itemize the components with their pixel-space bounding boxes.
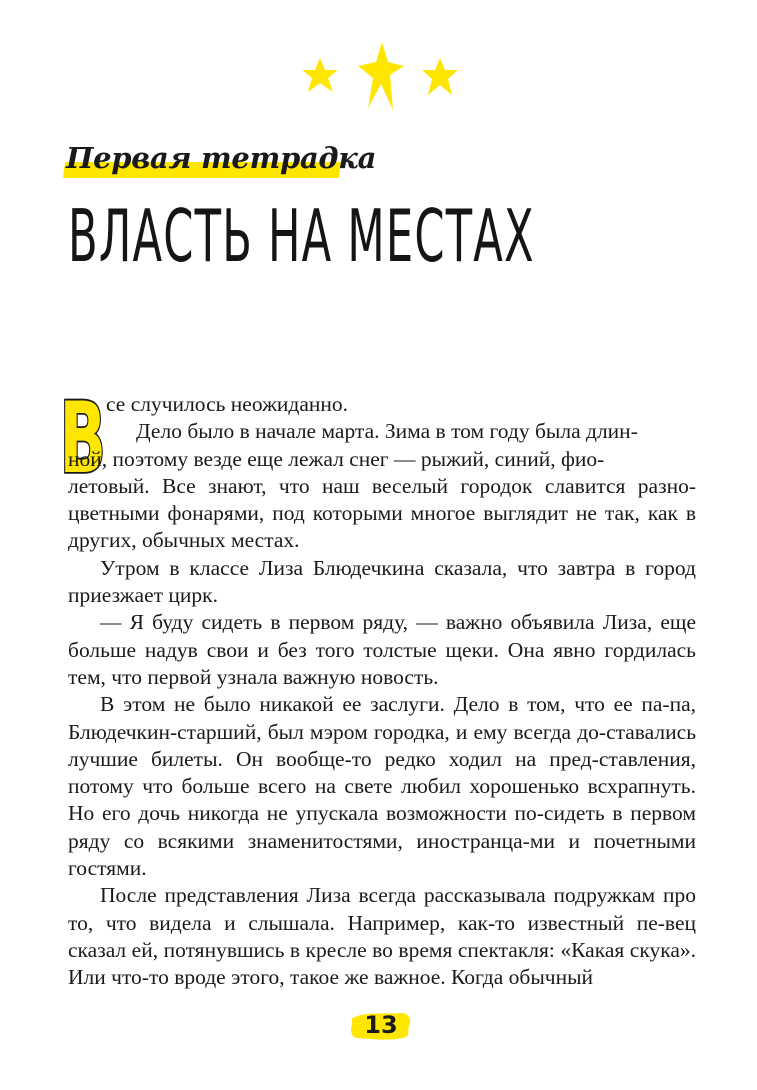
paragraph-line: ной, поэтому везде еще лежал снег — рыжий, синий, фио- — [68, 446, 605, 471]
star-icon — [302, 58, 338, 92]
star-icon — [358, 42, 404, 110]
paragraph: В этом не было никакой ее заслуги. Дело в том, что ее па-па, Блюдечкин-старший, был мэром городка, и ему всегда до-ставались лучшие билеты. Он вообще-то редко ходил на пред-ставления, потому что больше всего на свете любил хорошенько всхрапнуть. Но его дочь никогда не упускала возможности по-сидеть в первом ряду со всякими знаменитостями, иностранца-ми и почетными гостями. — [68, 692, 696, 881]
stars-decoration — [0, 0, 757, 130]
paragraph — [68, 418, 696, 554]
paragraph: После представления Лиза всегда рассказывала подружкам про то, что видела и слышала. Например, как-то известный пе-вец сказал ей, потянувшись в кресле во время спектакля: «Какая скука». Или что-то вроде этого, такое же важное. Когда обычный — [68, 883, 696, 990]
dropcap-letter: В — [59, 394, 106, 480]
chapter-title: ВЛАСТЬ НА МЕСТАХ — [68, 194, 535, 278]
page-number-text: 13 — [364, 1011, 398, 1039]
paragraph-line: Дело было в начале марта. Зима в том году была длин- — [136, 419, 638, 444]
paragraph: — Я буду сидеть в первом ряду, — важно объявила Лиза, еще больше надув свои и без того толстые щеки. Она явно гордилась тем, что первой узнала важную новость. — [68, 610, 696, 689]
page-number — [349, 1008, 413, 1042]
paragraph: Утром в классе Лиза Блюдечкина сказала, что завтра в город приезжает цирк. — [68, 555, 696, 608]
star-icon — [422, 58, 458, 95]
chapter-label-text: Первая тетрадка — [66, 141, 377, 175]
body-text — [68, 391, 696, 992]
chapter-label — [66, 140, 376, 176]
paragraph: се случилось неожиданно. — [106, 392, 349, 416]
paragraph-line: летовый. Все знают, что наш веселый городок славится разно-цветными фонарями, под которыми многое выглядит не так, как в других, обычных местах. — [68, 473, 696, 553]
